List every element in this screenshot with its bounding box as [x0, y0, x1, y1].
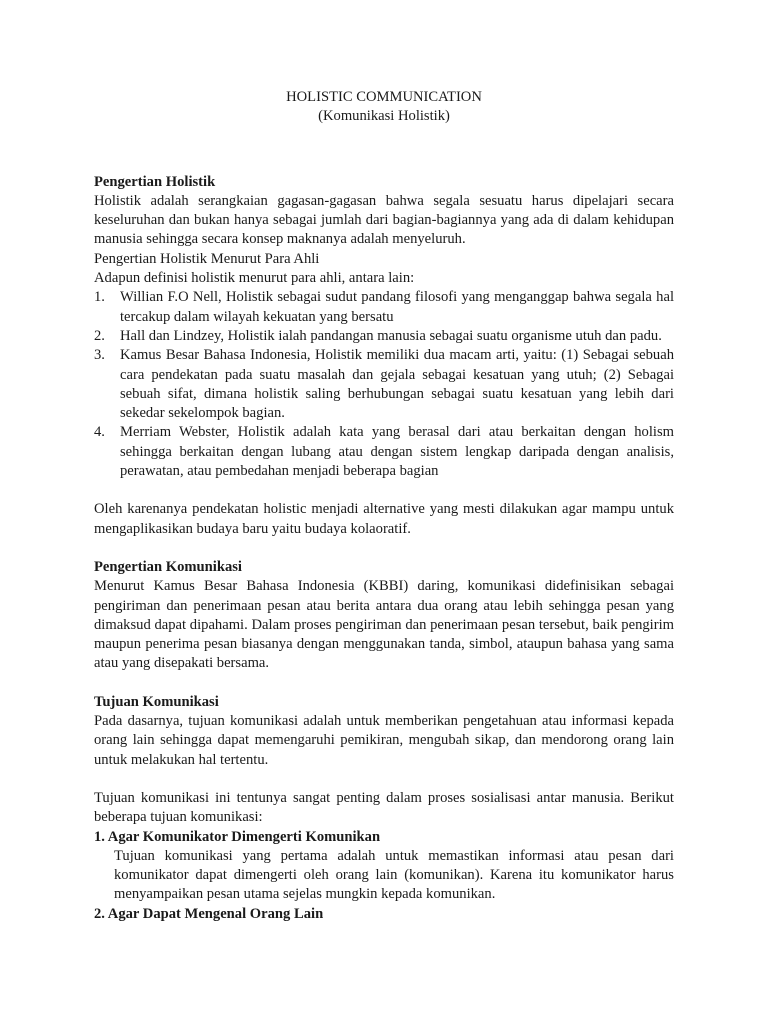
- list-item: [94, 327, 674, 346]
- spacer: [94, 674, 674, 693]
- list-item: [94, 288, 674, 327]
- list-item-number: 2.: [94, 327, 105, 344]
- list-item-text: Kamus Besar Bahasa Indonesia, Holistik memiliki dua macam arti, yaitu: (1) Sebagai sebuah cara pendekatan pada suatu masalah dan gejala sebagai kesatuan yang utuh; (2) Sebagai sebuah sifat, dimana holistik saling berhubungan sebagai suatu kesatuan yang lebih dari sekedar sekelompok bagian.: [120, 347, 674, 422]
- list-item-text: Willian F.O Nell, Holistik sebagai sudut pandang filosofi yang menganggap bahwa segala hal tercakup dalam wilayah kekuatan yang bersatu: [120, 289, 674, 325]
- intro-para-ahli: Adapun definisi holistik menurut para ahli, antara lain:: [94, 270, 415, 287]
- subheading-para-ahli: Pengertian Holistik Menurut Para Ahli: [94, 250, 320, 267]
- section-heading-komunikasi: Pengertian Komunikasi: [94, 558, 242, 575]
- list-item-number: 3.: [94, 347, 105, 364]
- item-text-1: Tujuan komunikasi yang pertama adalah untuk memastikan informasi atau pesan dari komunikator dapat dimengerti oleh orang lain (komunikan). Karena itu komunikator harus menyampaikan pesan utama sejelas mungkin kepada komunikan.: [114, 847, 674, 903]
- paragraph-komunikasi: Menurut Kamus Besar Bahasa Indonesia (KBBI) daring, komunikasi didefinisikan sebagai pengiriman dan penerimaan pesan atau berita antara dua orang atau lebih sehingga pesan yang dimaksud dapat dipahami. Dalam proses pengiriman dan penerimaan pesan tersebut, baik pengirim maupun penerima pesan biasanya dengan menggunakan tanda, simbol, ataupun bahasa yang sama atau yang disepakati bersama.: [94, 578, 674, 672]
- item-heading-2: 2. Agar Dapat Mengenal Orang Lain: [94, 905, 324, 922]
- document-title: HOLISTIC COMMUNICATION: [286, 89, 482, 105]
- spacer: [94, 539, 674, 558]
- spacer: [94, 481, 674, 500]
- list-item: [94, 346, 674, 423]
- document-page: [94, 88, 674, 924]
- section-heading-tujuan: Tujuan Komunikasi: [94, 693, 219, 710]
- spacer: [94, 770, 674, 789]
- paragraph-tujuan-2: Tujuan komunikasi ini tentunya sangat penting dalam proses sosialisasi antar manusia. Berikut beberapa tujuan komunikasi:: [94, 789, 674, 826]
- item-heading-1: 1. Agar Komunikator Dimengerti Komunikan: [94, 828, 381, 845]
- list-item-number: 4.: [94, 424, 105, 441]
- paragraph-holistik: Holistik adalah serangkaian gagasan-gagasan bahwa segala sesuatu harus dipelajari secara keseluruhan dan bukan hanya sebagai jumlah dari bagian-bagiannya yang ada di dalam kehidupan manusia sehingga secara konsep maknanya adalah menyeluruh.: [94, 192, 674, 248]
- section-heading-holistik: Pengertian Holistik: [94, 173, 216, 190]
- paragraph-conclusion: Oleh karenanya pendekatan holistic menjadi alternative yang mesti dilakukan agar mampu untuk mengaplikasikan budaya baru yaitu budaya kolaoratif.: [94, 501, 674, 537]
- list-item-text: Merriam Webster, Holistik adalah kata yang berasal dari atau berkaitan dengan holism sehingga berkaitan dengan lubang atau dengan sistem lengkap daripada dengan analisis, perawatan, atau pembedahan menjadi beberapa bagian: [120, 424, 674, 480]
- document-subtitle: (Komunikasi Holistik): [318, 108, 450, 125]
- definitions-list: [94, 288, 674, 481]
- paragraph-tujuan-1: Pada dasarnya, tujuan komunikasi adalah untuk memberikan pengetahuan atau informasi kepada orang lain sehingga dapat memengaruhi pemikiran, mengubah sikap, dan mendorong orang lain untuk melakukan hal tertentu.: [94, 713, 674, 768]
- list-item: [94, 423, 674, 481]
- list-item-number: 1.: [94, 289, 105, 306]
- list-item-text: Hall dan Lindzey, Holistik ialah pandangan manusia sebagai suatu organisme utuh dan padu.: [120, 327, 662, 344]
